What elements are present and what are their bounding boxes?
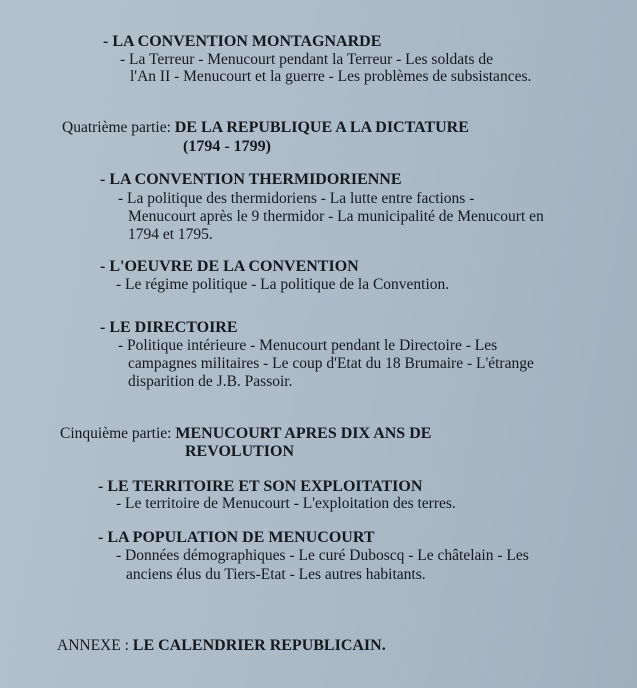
part-title: MENUCOURT APRES DIX ANS DE: [175, 425, 432, 442]
part-label: Quatrième partie:: [62, 119, 171, 136]
section-heading: - L'OEUVRE DE LA CONVENTION: [100, 258, 359, 275]
section-line: disparition de J.B. Passoir.: [128, 373, 293, 390]
section-line: - Le territoire de Menucourt - L'exploitation des terres.: [116, 495, 456, 512]
part-title: LE CALENDRIER REPUBLICAIN.: [132, 637, 386, 654]
section-heading: - LA POPULATION DE MENUCOURT: [98, 529, 375, 546]
section-line: campagnes militaires - Le coup d'Etat du 18 Brumaire - L'étrange: [128, 355, 534, 372]
section-line: - La Terreur - Menucourt pendant la Terreur - Les soldats de: [120, 51, 493, 68]
section-line: - Politique intérieure - Menucourt pendant le Directoire - Les: [118, 337, 498, 354]
section-heading: - LA CONVENTION THERMIDORIENNE: [100, 171, 402, 188]
part-title-cont: (1794 - 1799): [183, 138, 271, 155]
annex-heading: [57, 636, 386, 656]
part-label: ANNEXE :: [57, 637, 129, 654]
part-label: Cinquième partie:: [60, 425, 172, 442]
part-heading: [62, 118, 469, 138]
section-line: - Données démographiques - Le curé Duboscq - Le châtelain - Les: [116, 547, 529, 564]
part-title-cont: REVOLUTION: [185, 443, 295, 460]
part-heading: [60, 424, 431, 444]
section-line: - La politique des thermidoriens - La lutte entre factions -: [118, 190, 475, 207]
section-line: anciens élus du Tiers-Etat - Les autres habitants.: [126, 566, 426, 583]
section-heading: - LE DIRECTOIRE: [100, 319, 238, 336]
section-line: - Le régime politique - La politique de la Convention.: [116, 276, 450, 293]
part-title: DE LA REPUBLIQUE A LA DICTATURE: [174, 119, 469, 136]
section-heading: - LE TERRITOIRE ET SON EXPLOITATION: [98, 478, 423, 495]
section-line: Menucourt après le 9 thermidor - La municipalité de Menucourt en: [128, 208, 544, 225]
section-line: 1794 et 1795.: [128, 226, 213, 243]
section-line: l'An II - Menucourt et la guerre - Les problèmes de subsistances.: [130, 68, 532, 85]
section-heading: - LA CONVENTION MONTAGNARDE: [103, 33, 382, 50]
